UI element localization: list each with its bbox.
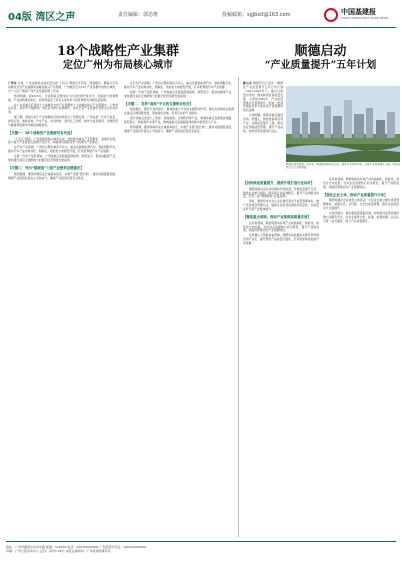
left-article-subtitle: 定位广州为布局核心城市	[63, 60, 173, 71]
logo-mark-icon	[324, 8, 338, 22]
left-intro-label: 广州市	[8, 81, 17, 85]
right-paragraph: 计划明确，顺德将重点围绕家电、机器人、智能装备等优势产业，实施质量提升工程，推动企业加强质量管理，提升产品品质，加快培育质量标杆企业。	[243, 113, 283, 133]
right-paragraph: 在家电领域，顺德将推动家电产业向高端化、智能化、绿色化方向发展，支持企业加强核心技术研发，提升产品附加值，巩固世界级家电产业集群地位。	[243, 220, 319, 233]
right-paragraph: 顺德将推动企业对标国际先进标准，开展质量提升行动，鼓励企业参与国际、国家和行业标准制定，提升产品和服务质量，打造一批“顺德制造”质量品牌。	[243, 186, 319, 199]
logo-subtext: CHINA INFRASTRUCTURE NEWS	[341, 16, 389, 20]
left-paragraph: 在汽车产业领域，广州将以整车制造为龙头，重点发展新能源汽车、智能网联汽车，推动汽车产业向电动化、网联化、智能化方向转型升级，打造世界级汽车产业集群。	[8, 145, 118, 154]
column-divider	[238, 77, 239, 537]
left-article-title: 18个战略性产业集群	[56, 44, 180, 59]
newspaper-logo	[324, 6, 390, 22]
logo-text: 中国基建报	[341, 8, 376, 16]
right-paragraph: 计划还提出，要完善质量基础设施，加快建设质量检验检测公共服务平台，为企业提供计量、标准、检验检测、认证认可等一站式服务，助力产业质量提升。	[323, 211, 399, 223]
right-paragraph: 同时，顺德将支持龙头企业建设高水平质量管理体系，推广先进质量管理方法，鼓励企业争创各级政府质量奖，以质量标杆引领产业整体提升。	[243, 199, 319, 212]
page-label: 04版 湾区之声	[8, 12, 76, 23]
left-paragraph: 规划明确，到2025年，全省制造业整体实力达到世界先进水平，创新能力显著增强，产业结构更加优化，培育形成若干具有全球竞争力的世界级先进制造业集群。	[8, 93, 118, 102]
right-paragraph: 在机器人与智能装备领域，顺德将加快推进关键零部件研发和产业化，提升整机产品质量可靠性，打造智能制造装备产业集群。	[243, 233, 319, 246]
skyline-image	[286, 86, 400, 162]
left-section-heading-3: 【关键三：突出“稳制造”力促产业链供应链稳定】	[8, 166, 84, 170]
header-divider	[6, 27, 396, 28]
photo-caption: 顺德区城市景观。近年来，顺德坚持制造业立区，推动产业转型升级，实施产业质量提升工程，制造业综合实力不断增强。	[286, 163, 400, 170]
right-article-subtitle: “产业质量提升”五年计划	[264, 60, 377, 71]
page-footer	[6, 541, 396, 553]
submission-email: 投稿邮箱：sgjbxlt@163.com	[222, 12, 291, 18]
left-intro-paragraph: 广州市 日前，广东省制造业高质量发展“十四五”规划正式印发，规划提出，要着力打造战略性支柱产业集群和战略性新兴产业集群，广州被定位为18个产业集群中的核心城市，为“十四五”期间广州产业发展指明了方向。	[8, 81, 118, 93]
right-paragraph: 在家电领域，顺德将推动家电产业向高端化、智能化、绿色化方向发展，支持企业加强核心技术研发，提升产品附加值，巩固世界级家电产业集群地位。	[323, 177, 399, 189]
city-skyline-photo	[286, 86, 400, 162]
left-paragraph: 规划提出，要充分发挥南沙、黄埔等重大平台的支撑带动作用，推动先进制造业集群在重点区域集聚发展，形成错位发展、优势互补的产业格局。	[124, 107, 234, 116]
page-header	[0, 0, 402, 32]
left-paragraph: 规划强调，要保持制造业比重基本稳定，实施产业链“链长制”，推动补链强链延链，增强产业链供应链自主可控能力，确保产业链供应链安全稳定。	[124, 124, 234, 133]
left-section-heading-2: 【关键二：发挥“南部”平台的支撑带动作用】	[124, 101, 193, 106]
right-article-title: 顺德启动	[294, 44, 347, 59]
left-paragraph: 规划强调，要保持制造业比重基本稳定，实施产业链“链长制”，推动补链强链延链，增强产业链供应链自主可控能力，确保产业链供应链安全稳定。	[8, 171, 118, 180]
right-section-heading-1: 【加快推进质量提升，提质升级打造行业标杆】	[243, 181, 315, 185]
right-paragraph: 顺德将强化企业质量主体责任，引导企业建立健全质量管理体系，加强全员、全过程、全方位质量管理，推动企业质量水平全面提升。	[323, 198, 399, 211]
right-section-heading-3: 【强化企业主体，推动产业质量提升行动】	[323, 192, 388, 197]
left-article-col-a	[8, 82, 118, 181]
right-intro-label: 佛山市	[243, 81, 253, 85]
right-intro-paragraph: 佛山市 顺德区近日发布《顺德区产业质量提升五年行动计划（2021-2025年）》，提出以质量为导向，推动制造业高质量发展，力争到2025年，产业质量整体水平显著提升，形成一批具有国际竞争力的优质产业集群和知名品牌。	[243, 81, 283, 113]
left-paragraph: 据了解，规划对各个产业集群的空间布局进行了统筹安排，广州在新一代电子信息、绿色石化、智能家电、汽车产业、先进材料、现代轻工纺织、软件与信息服务、生物医药与健康等集群中均承担重要角色。	[8, 115, 118, 128]
left-paragraph: 南沙将重点发展人工智能、高端装备、生物医药等产业，黄埔将重点发展集成电路、新型显示、新能源汽车等产业，增城将重点发展超高清视频与新型显示产业。	[124, 116, 234, 124]
left-article-col-b	[124, 82, 234, 135]
left-paragraph: “十四五”期间，广州将围绕核心城市定位，加快推动重点产业集群化、高端化发展，着力提升产业链供应链现代化水平，构建具有国际竞争力的现代产业体系。	[8, 136, 118, 145]
left-paragraph: 在广东省重点打造的十大战略性支柱产业集群和十大战略性新兴产业集群中，广州均有涉及，其中多个集群将广州定位为核心布局城市，将在全省产业发展中发挥龙头带动作用。	[8, 102, 118, 115]
editor-credit: 责任编辑：郭思维	[118, 12, 159, 18]
left-paragraph: 在新一代电子信息领域，广州将重点发展超高清视频、新型显示、集成电路等产业，加快建设具有全球影响力的数字经济创新发展高地。	[8, 154, 118, 163]
footer-line: 地址：广州市越秀区东风中路 邮编：510030 电话：020-83000000 广告经营许可证：440100000000	[6, 545, 147, 549]
right-article-col-b	[243, 178, 319, 247]
left-paragraph: 在汽车产业领域，广州将以整车制造为龙头，重点发展新能源汽车、智能网联汽车，推动汽车产业向电动化、网联化、智能化方向转型升级，打造世界级汽车产业集群。	[124, 81, 234, 89]
footer-line: 印刷：广州日报印务中心 定价：每份1.00元 本报法律顾问：广东某律师事务所	[6, 549, 111, 553]
left-section-heading-1: 【关键一：18个战略性产业集群均有布局】	[8, 130, 74, 135]
right-section-heading-2: 【聚焦重点领域，推动产业集群高质量发展】	[243, 215, 311, 220]
right-article-col-a	[243, 82, 283, 135]
left-paragraph: 在新一代电子信息领域，广州将重点发展超高清视频、新型显示、集成电路等产业，加快建设具有全球影响力的数字经济创新发展高地。	[124, 89, 234, 98]
right-article-col-c	[323, 178, 399, 225]
